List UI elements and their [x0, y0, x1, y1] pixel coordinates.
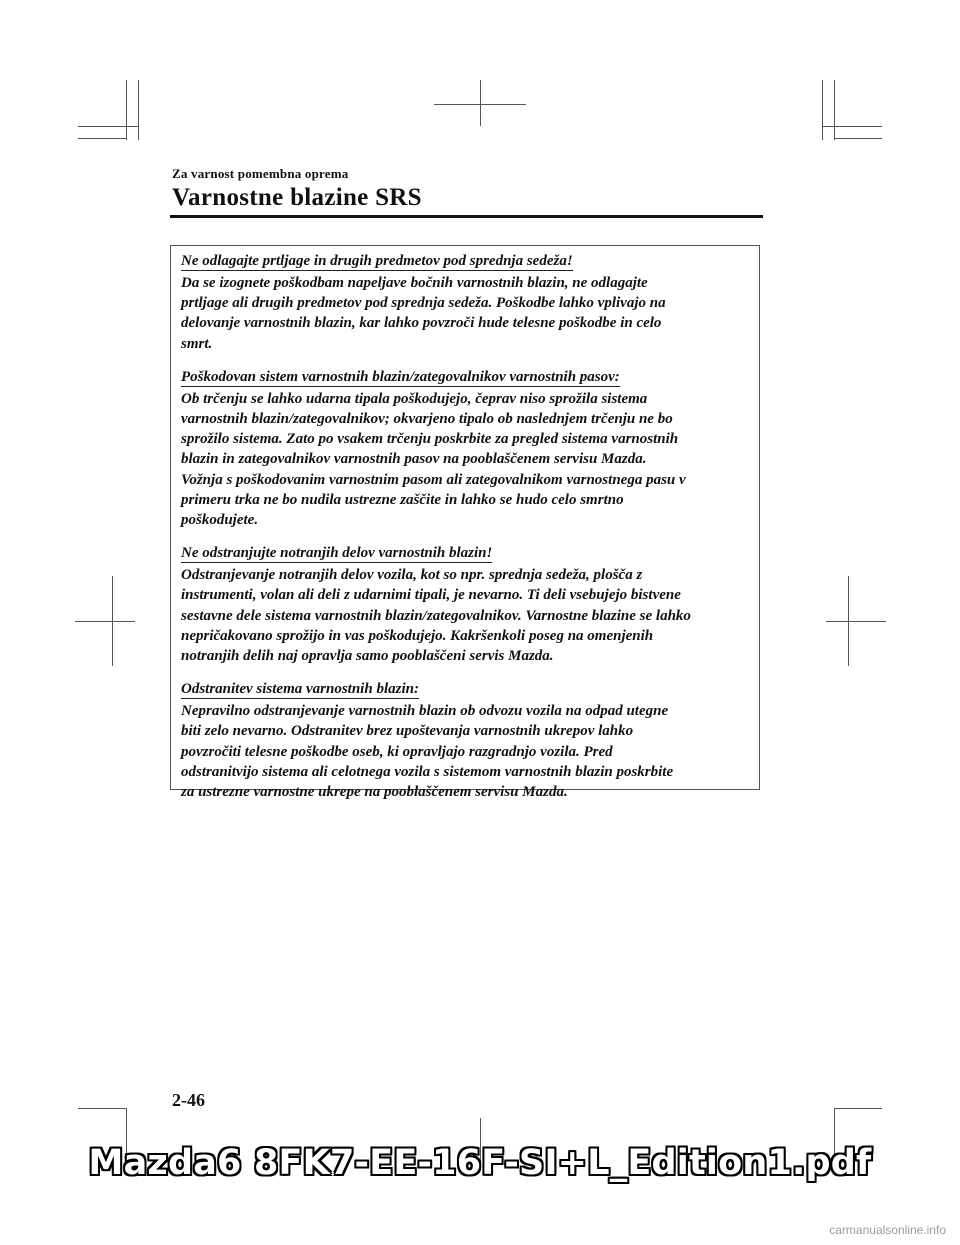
- crop-mark: [834, 1108, 882, 1109]
- warning-block-interior-parts: [181, 543, 753, 666]
- crop-mark: [78, 138, 126, 139]
- page-number: 2-46: [172, 1090, 205, 1110]
- page-title: Varnostne blazine SRS: [172, 184, 422, 211]
- warning-content: [181, 251, 753, 815]
- crop-mark: [75, 621, 135, 622]
- text-line: sestavne dele sistema varnostnih blazin/zategovalnikov. Varnostne blazine se lahko: [181, 607, 691, 624]
- crop-mark: [112, 576, 113, 666]
- warning-heading: Poškodovan sistem varnostnih blazin/zategovalnikov varnostnih pasov:: [181, 368, 620, 385]
- site-watermark: carmanualsonline.info: [829, 1223, 946, 1237]
- warning-text: [181, 565, 753, 666]
- text-line: Nepravilno odstranjevanje varnostnih blazin ob odvozu vozila na odpad utegne: [181, 703, 669, 720]
- text-line: Da se izognete poškodbam napeljave bočnih varnostnih blazin, ne odlagajte: [181, 275, 648, 291]
- text-line: biti zelo nevarno. Odstranitev brez upoštevanja varnostnih ukrepov lahko: [181, 723, 634, 740]
- text-line: varnostnih blazin/zategovalnikov; okvarjeno tipalo ob naslednjem trčenju ne bo: [181, 411, 673, 428]
- text-line: poškodujete.: [181, 512, 259, 529]
- text-line: primeru trka ne bo nudila ustrezne zaščite in lahko se hudo celo smrtno: [181, 491, 624, 508]
- crop-mark: [78, 1108, 126, 1109]
- title-rule: [170, 215, 763, 218]
- text-line: nepričakovano sprožijo in vas poškodujejo. Kakršenkoli poseg na omenjenih: [181, 627, 654, 644]
- crop-mark: [848, 576, 849, 666]
- text-line: sprožilo sistema. Zato po vsakem trčenju poskrbite za pregled sistema varnostnih: [181, 431, 679, 448]
- text-line: Vožnja s poškodovanim varnostnim pasom ali zategovalnikom varnostnega pasu v: [181, 471, 686, 488]
- document-filename-watermark: Mazda6 8FK7-EE-16F-SI+L_Edition1.pdf: [88, 1143, 872, 1183]
- text-line: za ustrezne varnostne ukrepe na pooblaščenem servisu Mazda.: [181, 784, 568, 801]
- warning-block-damaged-system: [181, 367, 753, 530]
- text-line: prtljage ali drugih predmetov pod sprednja sedeža. Poškodbe lahko vplivajo na: [181, 295, 666, 312]
- text-line: Ob trčenju se lahko udarna tipala poškodujejo, čeprav niso sprožila sistema: [181, 390, 648, 407]
- crop-mark: [126, 80, 127, 140]
- crop-mark: [138, 80, 139, 140]
- crop-mark: [480, 80, 481, 126]
- warning-text: [181, 701, 753, 802]
- warning-heading: Odstranitev sistema varnostnih blazin:: [181, 681, 419, 698]
- warning-text: [181, 389, 753, 530]
- text-line: smrt.: [181, 335, 213, 352]
- warning-heading: Ne odlagajte prtljage in drugih predmetov pod sprednja sedeža!: [181, 253, 573, 269]
- warning-block-luggage: [181, 251, 753, 354]
- text-line: odstranitvijo sistema ali celotnega vozila s sistemom varnostnih blazin poskrbite: [181, 763, 674, 780]
- crop-mark: [822, 80, 823, 140]
- text-line: delovanje varnostnih blazin, kar lahko povzroči hude telesne poškodbe in celo: [181, 315, 662, 332]
- text-line: blazin in zategovalnikov varnostnih pasov na pooblaščenem servisu Mazda.: [181, 451, 647, 468]
- text-line: povzročiti telesne poškodbe oseb, ki opravljajo razgradnjo vozila. Pred: [181, 743, 613, 760]
- warning-text: [181, 273, 753, 354]
- text-line: Odstranjevanje notranjih delov vozila, kot so npr. sprednja sedeža, plošča z: [181, 567, 643, 584]
- crop-mark: [822, 126, 882, 127]
- section-label: Za varnost pomembna oprema: [172, 166, 349, 181]
- text-line: notranjih delih naj opravlja samo pooblaščeni servis Mazda.: [181, 648, 554, 665]
- crop-mark: [834, 80, 835, 140]
- crop-mark: [834, 138, 882, 139]
- crop-mark: [826, 621, 886, 622]
- warning-block-removal: [181, 679, 753, 802]
- text-line: instrumenti, volan ali deli z udarnimi tipali, je nevarno. Ti deli vsebujejo bistvene: [181, 587, 681, 604]
- crop-mark: [78, 126, 138, 127]
- warning-heading: Ne odstranjujte notranjih delov varnostnih blazin!: [181, 545, 493, 562]
